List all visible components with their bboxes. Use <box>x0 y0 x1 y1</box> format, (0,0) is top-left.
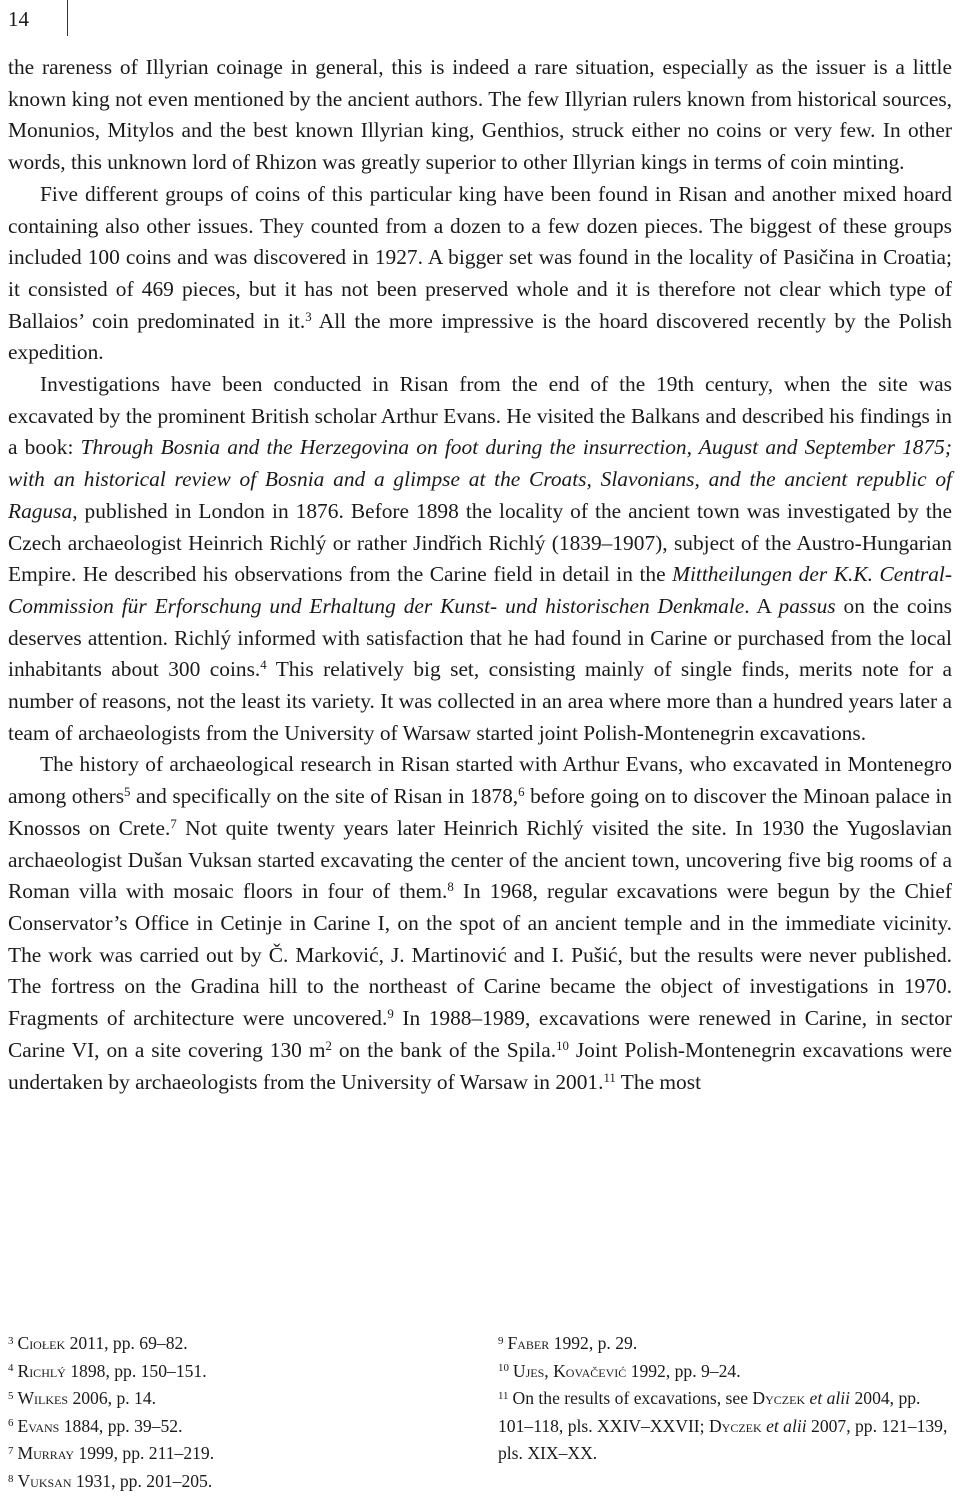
footnote-author: Evans <box>17 1415 60 1436</box>
footnote-number: 6 <box>8 1417 14 1430</box>
footnote-9 <box>498 1330 952 1358</box>
paragraph-4-text-h: Joint Polish-Montenegrin excavations were undertaken by archaeologists from the University of Warsaw in 2001. <box>8 1037 952 1094</box>
footnote-6 <box>8 1413 448 1441</box>
footnote-ref-6[interactable]: 6 <box>518 785 525 800</box>
page-header <box>8 6 29 40</box>
footnote-citation: 2007, pp. 121–139, pls. XIX–XX. <box>498 1415 948 1464</box>
footnote-citation: 1898, pp. 150–151. <box>65 1360 207 1381</box>
paragraph-4-text-g: on the bank of the Spila. <box>331 1037 557 1062</box>
paragraph-1-text: the rareness of Illyrian coinage in general, this is indeed a rare situation, especially as the issuer is a little known king not even mentioned by the ancient authors. The few Illyrian rulers known from historical sources, Monunios, Mitylos and the best known Illyrian king, Genthios, struck either no coins or very few. In other words, this unknown lord of Rhizon was greatly superior to other Illyrian kings in terms of coin minting. <box>8 55 952 175</box>
footnote-author: Dyczek <box>752 1388 806 1409</box>
paragraph-3-text-d: on the coins deserves attention. Richlý informed with satisfaction that he had found in Carine or purchased from the local inhabitants about 300 coins. <box>8 593 952 682</box>
passus-term: passus <box>778 593 836 618</box>
footnote-ref-11[interactable]: 11 <box>603 1070 616 1085</box>
paragraph-4-text-c: before going on to discover the Minoan palace in Knossos on Crete. <box>8 784 952 840</box>
main-text <box>8 52 952 1098</box>
footnote-author: Richlý <box>17 1360 66 1381</box>
book-title: Through Bosnia and the Herzegovina on foot during the insurrection, August and September 1875; with an historical review of Bosnia and a glimpse at the Croats, Slavonians, and the ancient republic of Ragusa <box>8 435 952 523</box>
footnote-author: Murray <box>17 1443 75 1464</box>
footnote-citation: 1992, pp. 9–24. <box>626 1360 741 1381</box>
paragraph-3-text-a: Investigations have been conducted in Risan from the end of the 19th century, when the site was excavated by the prominent British scholar Arthur Evans. He visited the Balkans and described his findings in a book: <box>8 372 952 460</box>
footnote-ref-5[interactable]: 5 <box>124 785 131 800</box>
header-divider <box>67 0 68 36</box>
footnote-ref-3[interactable]: 3 <box>305 309 312 324</box>
paragraph-4-text-i: The most <box>615 1069 702 1094</box>
paragraph-3 <box>8 369 952 749</box>
footnote-number: 8 <box>8 1472 14 1485</box>
footnote-author: Faber <box>507 1333 550 1353</box>
footnote-author: Ciołek <box>17 1333 66 1353</box>
footnote-ref-7[interactable]: 7 <box>170 816 177 831</box>
footnote-et-alii: et alii <box>766 1415 807 1436</box>
page-number: 14 <box>8 7 29 31</box>
footnote-number: 5 <box>8 1389 14 1402</box>
footnote-ref-10[interactable]: 10 <box>556 1038 569 1053</box>
paragraph-4-text-b: and specifically on the site of Risan in 1878, <box>130 784 519 809</box>
paragraph-3-text-c: . A <box>744 593 779 618</box>
footnote-10 <box>498 1358 952 1386</box>
paragraph-2 <box>8 179 952 369</box>
footnote-citation: On the results of excavations, see <box>512 1388 753 1409</box>
footnote-ref-8[interactable]: 8 <box>447 880 454 895</box>
paragraph-4-text-f: In 1988–1989, excavations were renewed in Carine, in sector Carine VI, on a site covering 130 m <box>8 1006 952 1062</box>
footnote-et-alii: et alii <box>809 1388 851 1409</box>
footnote-5 <box>8 1385 448 1413</box>
paragraph-1 <box>8 52 952 179</box>
footnote-citation: 1992, p. 29. <box>549 1333 638 1353</box>
journal-title: Mittheilungen der K.K. Central-Commission für Erforschung und Erhaltung der Kunst- und historischen Denkmale <box>8 562 952 618</box>
footnote-author: Wilkes <box>17 1388 69 1409</box>
footnote-citation: 2004, pp. 101–118, pls. XXIV–XXVII; <box>498 1388 921 1436</box>
footnote-number: 4 <box>8 1362 14 1375</box>
footnote-author: Vuksan <box>17 1470 72 1491</box>
footnote-number: 7 <box>8 1444 14 1457</box>
footnote-number: 9 <box>498 1334 504 1347</box>
footnote-citation: 2011, pp. 69–82. <box>65 1333 188 1353</box>
square-exponent: 2 <box>325 1038 332 1053</box>
paragraph-4-text-d: Not quite twenty years later Heinrich Richlý visited the site. In 1930 the Yugoslavian archaeologist Dušan Vuksan started excavating the center of the ancient town, uncovering five big rooms of a Roman villa with mosaic floors in four of them. <box>8 815 953 904</box>
footnote-11 <box>498 1385 952 1468</box>
footnote-3 <box>8 1330 448 1358</box>
footnote-citation: 1884, pp. 39–52. <box>59 1415 183 1436</box>
footnote-number: 10 <box>498 1362 509 1375</box>
paragraph-4-text-e: In 1968, regular excavations were begun by the Chief Conservator’s Office in Cetinje in Carine I, on the spot of an ancient temple and in the immediate vicinity. The work was carried out by Č. Marković, J. Martinović and I. Pušić, but the results were never published. The fortress on the Gradina hill to the northeast of Carine became the object of investigations in 1970. Fragments of architecture were uncovered. <box>8 879 952 1031</box>
paragraph-4 <box>8 749 952 1098</box>
paragraph-2-text-a: Five different groups of coins of this particular king have been found in Risan and another mixed hoard containing also other issues. They counted from a dozen to a few dozen pieces. The biggest of these groups included 100 coins and was discovered in 1927. A bigger set was found in the locality of Pasičina in Croatia; it consisted of 469 pieces, but it has not been preserved whole and it is therefore not clear which type of Ballaios’ coin predominated in it. <box>8 181 952 333</box>
footnotes <box>8 1330 952 1490</box>
footnote-citation: 1999, pp. 211–219. <box>74 1443 215 1464</box>
footnotes-right-column <box>498 1330 952 1468</box>
footnote-number: 3 <box>8 1334 14 1347</box>
footnote-4 <box>8 1358 448 1386</box>
footnote-7 <box>8 1440 448 1468</box>
footnote-number: 11 <box>498 1389 509 1402</box>
footnote-ref-4[interactable]: 4 <box>260 658 267 673</box>
footnote-8 <box>8 1468 448 1496</box>
footnotes-left-column <box>8 1330 448 1496</box>
footnote-citation: 1931, pp. 201–205. <box>71 1470 213 1491</box>
paragraph-3-text-b: , published in London in 1876. Before 1898 the locality of the ancient town was investigated by the Czech archaeologist Heinrich Richlý or rather Jindřich Richlý (1839–1907), subject of the Austro-Hungarian Empire. He described his observations from the Carine field in detail in the <box>8 498 952 587</box>
footnote-ref-9[interactable]: 9 <box>387 1007 394 1022</box>
paragraph-4-text-a: The history of archaeological research in Risan started with Arthur Evans, who excavated in Montenegro among others <box>8 752 952 809</box>
footnote-author: Ujes, Kovačević <box>512 1360 627 1381</box>
paragraph-3-text-e: This relatively big set, consisting mainly of single finds, merits note for a number of reasons, not the least its variety. It was collected in an area where more than a hundred years later a team of archaeologists from the University of Warsaw started joint Polish-Montenegrin excavations. <box>8 657 952 745</box>
paragraph-2-text-b: All the more impressive is the hoard discovered recently by the Polish expedition. <box>8 308 952 365</box>
footnote-author: Dyczek <box>708 1415 762 1436</box>
footnote-citation: 2006, p. 14. <box>68 1388 157 1409</box>
